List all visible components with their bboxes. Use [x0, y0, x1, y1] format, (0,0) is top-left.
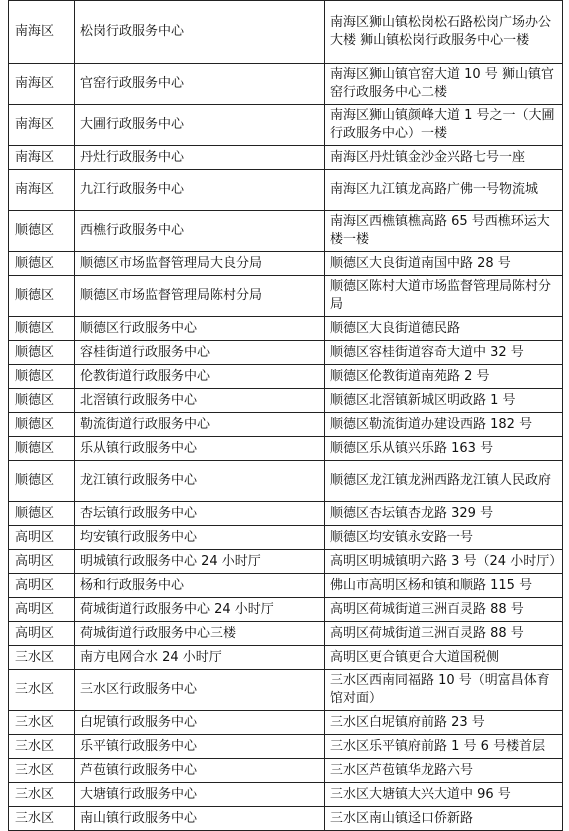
- center-name-cell: 杏坛镇行政服务中心: [75, 502, 325, 526]
- table-row: [9, 105, 563, 146]
- center-name-cell: 松岗行政服务中心: [75, 1, 325, 64]
- center-name-cell: 龙江镇行政服务中心: [75, 461, 325, 502]
- district-cell: 南海区: [9, 105, 75, 146]
- district-cell: 三水区: [9, 807, 75, 831]
- district-cell: 顺德区: [9, 317, 75, 341]
- table-row: [9, 502, 563, 526]
- district-cell: 南海区: [9, 64, 75, 105]
- table-row: [9, 276, 563, 317]
- center-name-cell: 顺德区行政服务中心: [75, 317, 325, 341]
- center-name-cell: 官窑行政服务中心: [75, 64, 325, 105]
- address-cell: 顺德区乐从镇兴乐路 163 号: [325, 437, 563, 461]
- address-cell: 三水区西南同福路 10 号（明富昌体育馆对面）: [325, 670, 563, 711]
- address-cell: 顺德区大良街道德民路: [325, 317, 563, 341]
- center-name-cell: 荷城街道行政服务中心 24 小时厅: [75, 598, 325, 622]
- table-row: [9, 413, 563, 437]
- center-name-cell: 大塘镇行政服务中心: [75, 783, 325, 807]
- center-name-cell: 顺德区市场监督管理局大良分局: [75, 252, 325, 276]
- table-row: [9, 598, 563, 622]
- district-cell: 顺德区: [9, 252, 75, 276]
- address-cell: 顺德区均安镇永安路一号: [325, 526, 563, 550]
- district-cell: 三水区: [9, 759, 75, 783]
- table-row: [9, 783, 563, 807]
- address-cell: 高明区荷城街道三洲百灵路 88 号: [325, 622, 563, 646]
- district-cell: 顺德区: [9, 341, 75, 365]
- center-name-cell: 勒流街道行政服务中心: [75, 413, 325, 437]
- district-cell: 顺德区: [9, 365, 75, 389]
- table-row: [9, 389, 563, 413]
- district-cell: 顺德区: [9, 437, 75, 461]
- district-cell: 三水区: [9, 646, 75, 670]
- table-row: [9, 252, 563, 276]
- address-cell: 顺德区大良街道南国中路 28 号: [325, 252, 563, 276]
- address-cell: 顺德区伦教街道南苑路 2 号: [325, 365, 563, 389]
- address-cell: 高明区明城镇明六路 3 号（24 小时厅）: [325, 550, 563, 574]
- district-cell: 三水区: [9, 711, 75, 735]
- center-name-cell: 北滘镇行政服务中心: [75, 389, 325, 413]
- table-row: [9, 437, 563, 461]
- table-row: [9, 574, 563, 598]
- table-row: [9, 526, 563, 550]
- center-name-cell: 伦教街道行政服务中心: [75, 365, 325, 389]
- table-row: [9, 622, 563, 646]
- address-cell: 南海区丹灶镇金沙金兴路七号一座: [325, 146, 563, 170]
- table-row: [9, 646, 563, 670]
- district-cell: 南海区: [9, 170, 75, 211]
- table-row: [9, 550, 563, 574]
- table-row: [9, 341, 563, 365]
- address-cell: 三水区南山镇迳口侨新路: [325, 807, 563, 831]
- address-cell: 南海区西樵镇樵高路 65 号西樵环运大楼一楼: [325, 211, 563, 252]
- table-row: [9, 759, 563, 783]
- table-row: [9, 461, 563, 502]
- district-cell: 顺德区: [9, 211, 75, 252]
- table-row: [9, 170, 563, 211]
- center-name-cell: 大圃行政服务中心: [75, 105, 325, 146]
- table-row: [9, 365, 563, 389]
- center-name-cell: 乐平镇行政服务中心: [75, 735, 325, 759]
- center-name-cell: 乐从镇行政服务中心: [75, 437, 325, 461]
- district-cell: 南海区: [9, 1, 75, 64]
- center-name-cell: 杨和行政服务中心: [75, 574, 325, 598]
- center-name-cell: 九江行政服务中心: [75, 170, 325, 211]
- service-center-table: [8, 0, 563, 831]
- table-row: [9, 64, 563, 105]
- address-cell: 佛山市高明区杨和镇和顺路 115 号: [325, 574, 563, 598]
- center-name-cell: 顺德区市场监督管理局陈村分局: [75, 276, 325, 317]
- address-cell: 高明区荷城街道三洲百灵路 88 号: [325, 598, 563, 622]
- center-name-cell: 丹灶行政服务中心: [75, 146, 325, 170]
- address-cell: 南海区狮山镇官窑大道 10 号 狮山镇官窑行政服务中心二楼: [325, 64, 563, 105]
- district-cell: 高明区: [9, 622, 75, 646]
- center-name-cell: 西樵行政服务中心: [75, 211, 325, 252]
- district-cell: 三水区: [9, 783, 75, 807]
- table-row: [9, 807, 563, 831]
- center-name-cell: 均安镇行政服务中心: [75, 526, 325, 550]
- address-cell: 三水区大塘镇大兴大道中 96 号: [325, 783, 563, 807]
- center-name-cell: 容桂街道行政服务中心: [75, 341, 325, 365]
- address-cell: 顺德区龙江镇龙洲西路龙江镇人民政府: [325, 461, 563, 502]
- address-cell: 三水区芦苞镇华龙路六号: [325, 759, 563, 783]
- table-row: [9, 1, 563, 64]
- district-cell: 高明区: [9, 598, 75, 622]
- table-row: [9, 735, 563, 759]
- address-cell: 顺德区杏坛镇杏龙路 329 号: [325, 502, 563, 526]
- district-cell: 三水区: [9, 735, 75, 759]
- center-name-cell: 荷城街道行政服务中心三楼: [75, 622, 325, 646]
- address-cell: 顺德区陈村大道市场监督管理局陈村分局: [325, 276, 563, 317]
- district-cell: 三水区: [9, 670, 75, 711]
- center-name-cell: 芦苞镇行政服务中心: [75, 759, 325, 783]
- table-row: [9, 211, 563, 252]
- table-row: [9, 670, 563, 711]
- address-cell: 南海区狮山镇颜峰大道 1 号之一（大圃行政服务中心）一楼: [325, 105, 563, 146]
- center-name-cell: 南方电网合水 24 小时厅: [75, 646, 325, 670]
- address-cell: 顺德区北滘镇新城区明政路 1 号: [325, 389, 563, 413]
- center-name-cell: 明城镇行政服务中心 24 小时厅: [75, 550, 325, 574]
- district-cell: 顺德区: [9, 389, 75, 413]
- address-cell: 三水区白坭镇府前路 23 号: [325, 711, 563, 735]
- district-cell: 顺德区: [9, 413, 75, 437]
- address-cell: 南海区九江镇龙高路广佛一号物流城: [325, 170, 563, 211]
- district-cell: 高明区: [9, 550, 75, 574]
- address-cell: 高明区更合镇更合大道国税侧: [325, 646, 563, 670]
- district-cell: 南海区: [9, 146, 75, 170]
- address-cell: 顺德区勒流街道办建设西路 182 号: [325, 413, 563, 437]
- center-name-cell: 南山镇行政服务中心: [75, 807, 325, 831]
- center-name-cell: 白坭镇行政服务中心: [75, 711, 325, 735]
- district-cell: 顺德区: [9, 461, 75, 502]
- address-cell: 顺德区容桂街道容奇大道中 32 号: [325, 341, 563, 365]
- table-row: [9, 146, 563, 170]
- center-name-cell: 三水区行政服务中心: [75, 670, 325, 711]
- district-cell: 高明区: [9, 526, 75, 550]
- district-cell: 顺德区: [9, 502, 75, 526]
- address-cell: 南海区狮山镇松岗松石路松岗广场办公大楼 狮山镇松岗行政服务中心一楼: [325, 1, 563, 64]
- address-cell: 三水区乐平镇府前路 1 号 6 号楼首层: [325, 735, 563, 759]
- table-row: [9, 711, 563, 735]
- table-body: [9, 1, 563, 831]
- table-row: [9, 317, 563, 341]
- district-cell: 高明区: [9, 574, 75, 598]
- district-cell: 顺德区: [9, 276, 75, 317]
